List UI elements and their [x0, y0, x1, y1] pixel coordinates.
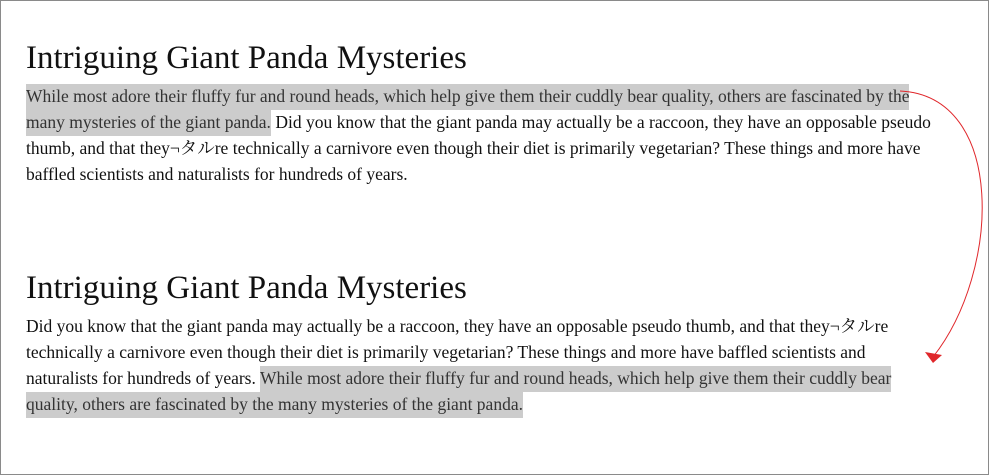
paragraph-text: Did you know that the giant panda may actually be a raccoon, they have an opposable pseudo thumb, and that they¬タルre technically a carnivore even though their diet is primarily vegetarian? These things and more have baffled scientists and naturalists for hundreds of years.: [26, 316, 889, 388]
original-section: [26, 39, 951, 187]
highlighted-sentence: While most adore their fluffy fur and round heads, which help give them their cuddly bear quality, others are fascinated by the many mysteries of the giant panda.: [26, 84, 909, 136]
highlighted-sentence: While most adore their fluffy fur and round heads, which help give them their cuddly bear quality, others are fascinated by the many mysteries of the giant panda.: [26, 366, 891, 418]
section-title: Intriguing Giant Panda Mysteries: [26, 270, 467, 306]
section-title: Intriguing Giant Panda Mysteries: [26, 40, 467, 76]
paragraph: [26, 313, 936, 417]
paragraph: [26, 83, 951, 187]
paragraph-text: Did you know that the giant panda may actually be a raccoon, they have an opposable pseudo thumb, and that they¬タルre technically a carnivore even though their diet is primarily vegetarian? These things and more have baffled scientists and naturalists for hundreds of years.: [26, 112, 931, 184]
reordered-section: [26, 269, 936, 417]
